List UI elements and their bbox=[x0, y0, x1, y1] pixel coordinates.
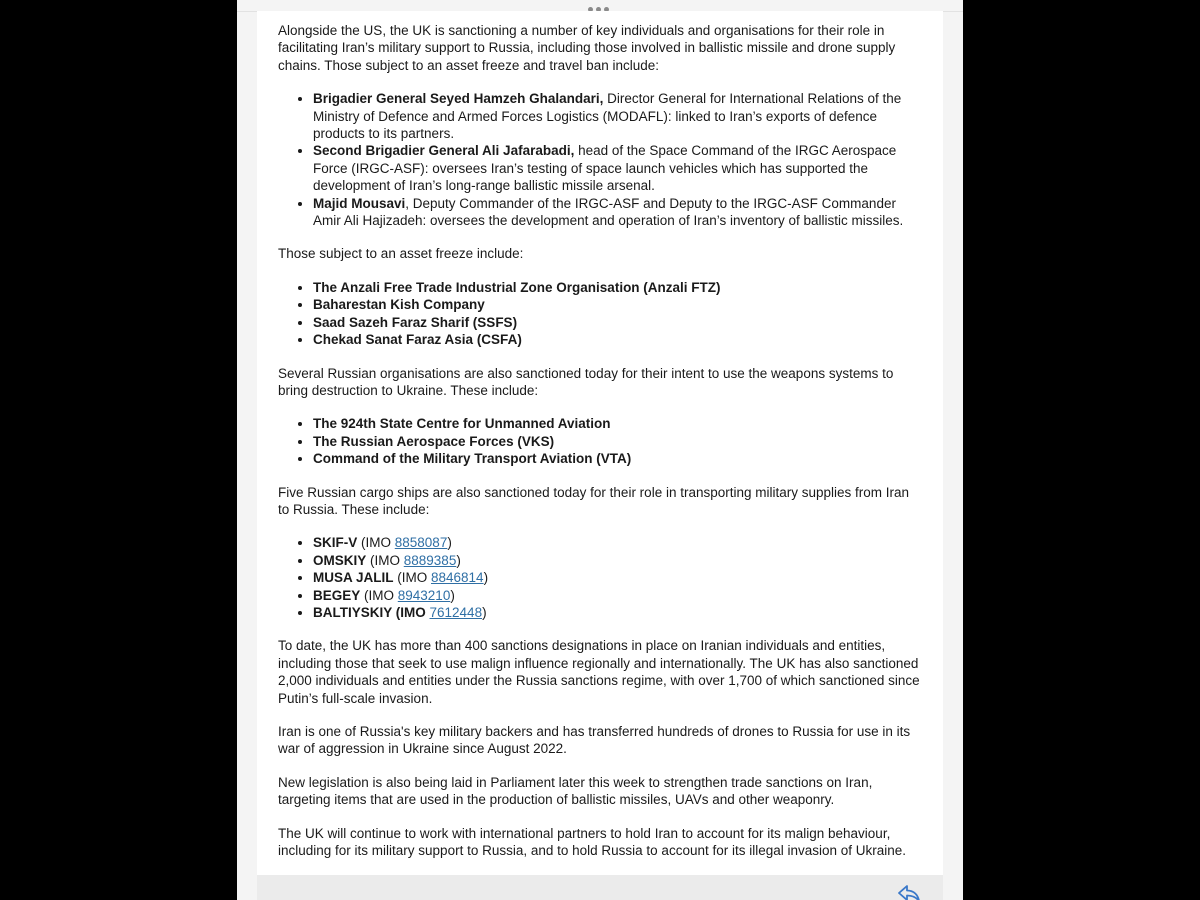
asset-freeze-list bbox=[278, 279, 923, 349]
ships-intro: Five Russian cargo ships are also sanctioned today for their role in transporting military supplies from Iran to Russia. These include: bbox=[278, 484, 910, 517]
ship-name: OMSKIY bbox=[313, 552, 367, 568]
imo-suffix: ) bbox=[482, 604, 487, 620]
list-item bbox=[313, 587, 923, 604]
list-item bbox=[313, 552, 923, 569]
imo-suffix: ) bbox=[450, 587, 455, 603]
imo-prefix: (IMO bbox=[357, 535, 395, 551]
imo-suffix: ) bbox=[456, 552, 461, 568]
imo-prefix: (IMO bbox=[392, 604, 430, 620]
imo-link[interactable]: 8889385 bbox=[403, 552, 457, 568]
individuals-list bbox=[278, 90, 923, 229]
list-item bbox=[313, 142, 923, 194]
individual-description: head of the Space Command of the IRGC Aerospace Force (IRGC-ASF): oversees Iran’s testing of space launch vehicles which has supported the development of Iran’s long-range ballistic missile arsenal. bbox=[313, 143, 897, 194]
imo-prefix: (IMO bbox=[360, 587, 398, 603]
imo-link[interactable]: 8943210 bbox=[397, 587, 451, 603]
viewer-bottom-bar bbox=[257, 875, 943, 900]
article-body bbox=[278, 22, 923, 875]
list-item bbox=[313, 90, 923, 142]
closing-paragraph: The UK will continue to work with international partners to hold Iran to account for its malign behaviour, including for its military support to Russia, and to hold Russia to account for its illegal invasion of Ukraine. bbox=[278, 825, 907, 859]
individual-name: Majid Mousavi bbox=[313, 195, 406, 211]
ship-name: BEGEY bbox=[313, 587, 361, 603]
reply-icon[interactable] bbox=[897, 884, 921, 900]
imo-link[interactable]: 8846814 bbox=[431, 570, 484, 586]
ship-name: MUSA JALIL bbox=[313, 570, 394, 586]
ship-name: BALTIYSKIY bbox=[313, 604, 393, 620]
legislation-paragraph: New legislation is also being laid in Parliament later this week to strengthen trade sanctions on Iran, targeting items that are used in the production of ballistic missiles, UAVs and other weaponry. bbox=[278, 774, 873, 808]
intro-paragraph: Alongside the US, the UK is sanctioning a number of key individuals and organisations for their role in facilitating Iran’s military support to Russia, including those involved in ballistic missile and drone supply chains. Those subject to an asset freeze and travel ban include: bbox=[278, 23, 896, 73]
document-page bbox=[257, 11, 943, 875]
imo-link[interactable]: 7612448 bbox=[429, 604, 483, 620]
individual-description: Director General for International Relations of the Ministry of Defence and Armed Forces Logistics (MODAFL): linked to Iran’s exports of defence products to its partners. bbox=[313, 91, 902, 142]
list-item: • The Anzali Free Trade Industrial Zone Organisation (Anzali FTZ) bbox=[313, 279, 923, 296]
russian-orgs-intro: Several Russian organisations are also sanctioned today for their intent to use the weapons systems to bring destruction to Ukraine. These include: bbox=[278, 365, 894, 398]
list-item bbox=[313, 569, 923, 586]
ship-name: SKIF-V bbox=[313, 535, 358, 551]
list-item: • Command of the Military Transport Aviation (VTA) bbox=[313, 450, 923, 467]
list-item bbox=[313, 604, 923, 621]
list-item: • Saad Sazeh Faraz Sharif (SSFS) bbox=[313, 314, 923, 331]
ships-list bbox=[278, 534, 923, 621]
individual-name: Second Brigadier General Ali Jafarabadi, bbox=[313, 143, 575, 159]
imo-prefix: (IMO bbox=[393, 570, 431, 586]
list-item bbox=[313, 534, 923, 551]
list-item: • The 924th State Centre for Unmanned Aviation bbox=[313, 415, 923, 432]
imo-link[interactable]: 8858087 bbox=[394, 535, 448, 551]
imo-suffix: ) bbox=[483, 570, 489, 586]
document-viewer bbox=[237, 0, 963, 900]
list-item: • Chekad Sanat Faraz Asia (CSFA) bbox=[313, 331, 923, 348]
individual-name: Brigadier General Seyed Hamzeh Ghalandari, bbox=[313, 91, 604, 107]
individual-description: , Deputy Commander of the IRGC-ASF and Deputy to the IRGC-ASF Commander Amir Ali Hajizadeh: oversees the development and operation of Iran’s inventory of ballistic missiles. bbox=[313, 195, 904, 229]
list-item bbox=[313, 195, 923, 230]
to-date-paragraph: To date, the UK has more than 400 sanctions designations in place on Iranian individuals and entities, including those that seek to use malign influence regionally and internationally. The UK has also sanctioned 2,000 individuals and entities under the Russia sanctions regime, with over 1,700 of which sanctioned since Putin’s full-scale invasion. bbox=[278, 638, 920, 706]
iran-paragraph: Iran is one of Russia's key military backers and has transferred hundreds of drones to Russia for use in its war of aggression in Ukraine since August 2022. bbox=[278, 724, 911, 757]
russian-orgs-list bbox=[278, 415, 923, 467]
list-item: • Baharestan Kish Company bbox=[313, 296, 923, 313]
imo-suffix: ) bbox=[447, 535, 452, 551]
imo-prefix: (IMO bbox=[366, 552, 404, 568]
list-item: • The Russian Aerospace Forces (VKS) bbox=[313, 433, 923, 450]
asset-freeze-intro: Those subject to an asset freeze include: bbox=[278, 246, 524, 262]
